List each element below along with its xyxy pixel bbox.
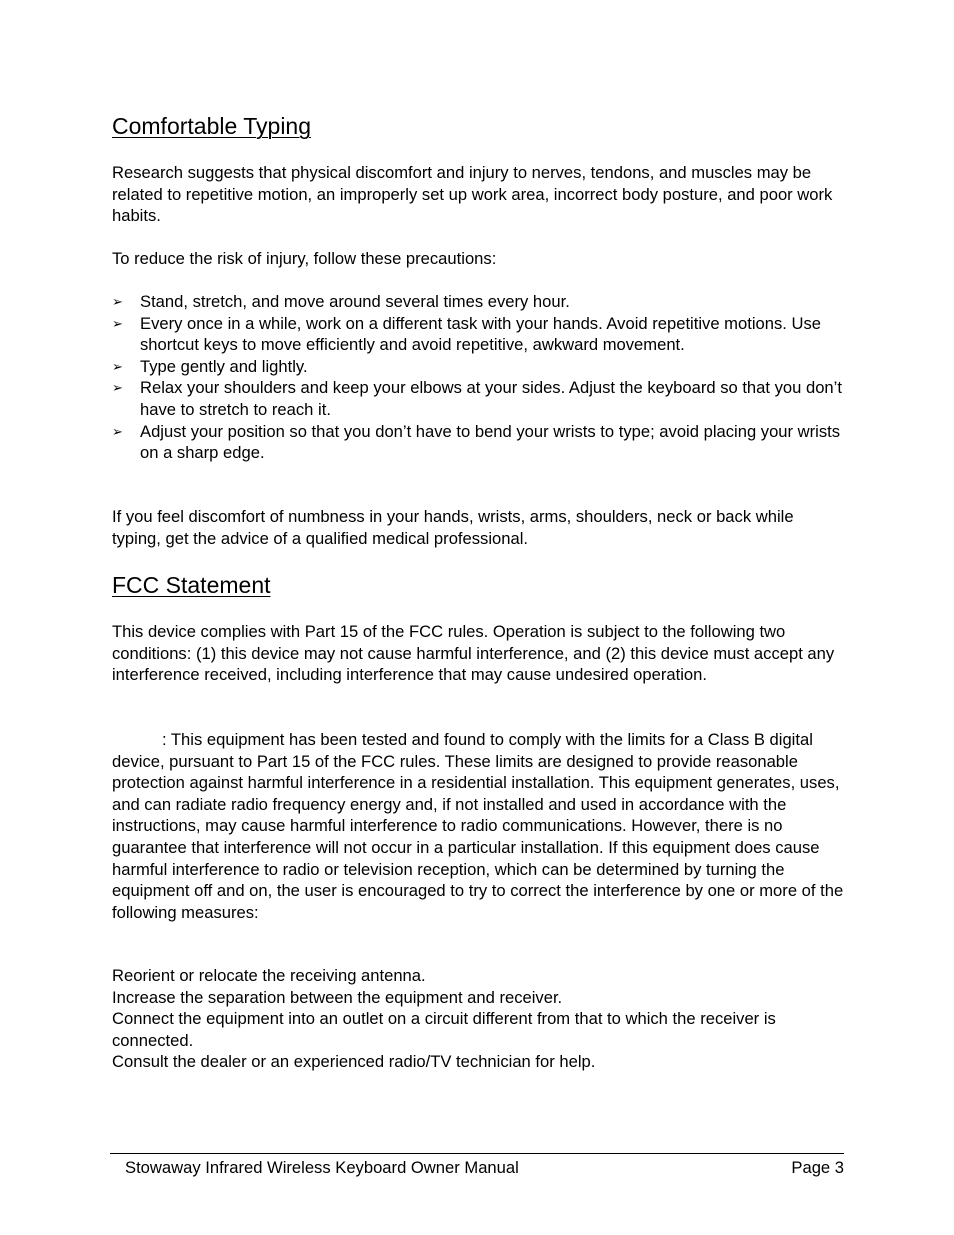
list-item bbox=[112, 377, 844, 420]
arrowhead-bullet-icon: ➢ bbox=[112, 423, 123, 439]
list-item bbox=[112, 313, 844, 356]
section1-body-3 bbox=[112, 506, 844, 549]
section2-body-2 bbox=[112, 729, 844, 923]
arrowhead-bullet-icon: ➢ bbox=[112, 358, 123, 374]
section2-body-1 bbox=[112, 621, 844, 686]
footer-page-number: Page 3 bbox=[791, 1158, 844, 1177]
list-item-text: Stand, stretch, and move around several times every hour. bbox=[140, 292, 570, 311]
section-fcc-statement bbox=[112, 571, 844, 599]
measure-line: Reorient or relocate the receiving antenna. bbox=[112, 966, 426, 985]
precautions-list bbox=[112, 291, 844, 464]
list-item bbox=[112, 291, 844, 313]
arrowhead-bullet-icon: ➢ bbox=[112, 380, 123, 396]
paragraph-discomfort-advice: If you feel discomfort of numbness in your hands, wrists, arms, shoulders, neck or back while typing, get the advice of a qualified medical professional. bbox=[112, 507, 794, 548]
section-heading-fcc-statement: FCC Statement bbox=[112, 572, 271, 598]
list-item bbox=[112, 356, 844, 378]
paragraph-precautions-intro: To reduce the risk of injury, follow these precautions: bbox=[112, 249, 497, 268]
measure-line: Increase the separation between the equipment and receiver. bbox=[112, 987, 563, 1007]
section1-body-2 bbox=[112, 248, 844, 270]
section1-body-1 bbox=[112, 162, 844, 227]
section-heading-comfortable-typing: Comfortable Typing bbox=[112, 113, 312, 139]
paragraph-fcc-compliance: This device complies with Part 15 of the FCC rules. Operation is subject to the following two conditions: (1) this device may not cause harmful interference, and (2) this device must accept any interference received, including interference that may cause undesired operation. bbox=[112, 622, 835, 685]
list-item-text: Type gently and lightly. bbox=[140, 356, 308, 376]
list-item-text: Relax your shoulders and keep your elbows at your sides. Adjust the keyboard so that you don’t have to stretch to reach it. bbox=[140, 378, 842, 419]
list-item-text: Adjust your position so that you don’t have to bend your wrists to type; avoid placing your wrists on a sharp edge. bbox=[140, 421, 841, 463]
arrowhead-bullet-icon: ➢ bbox=[112, 315, 123, 331]
measure-line: Consult the dealer or an experienced radio/TV technician for help. bbox=[112, 1052, 596, 1072]
arrowhead-bullet-icon: ➢ bbox=[112, 294, 123, 309]
paragraph-research: Research suggests that physical discomfort and injury to nerves, tendons, and muscles may be related to repetitive motion, an improperly set up work area, incorrect body posture, and poor work habits. bbox=[112, 163, 833, 226]
list-item-text: Every once in a while, work on a different task with your hands. Avoid repetitive motions. Use shortcut keys to move efficiently and avoid repetitive, awkward movement. bbox=[140, 313, 821, 355]
list-item bbox=[112, 421, 844, 464]
footer-document-title: Stowaway Infrared Wireless Keyboard Owner Manual bbox=[125, 1158, 519, 1177]
paragraph-fcc-note-text: : This equipment has been tested and found to comply with the limits for a Class B digital device, pursuant to Part 15 of the FCC rules. These limits are designed to provide reasonable protection against harmful interference in a residential installation. This equipment generates, uses, and can radiate radio frequency energy and, if not installed and used in accordance with the instructions, may cause harmful interference to radio communications. However, there is no guarantee that interference will not occur in a particular installation. If this equipment does cause harmful interference to radio or television reception, which can be determined by turning the equipment off and on, the user is encouraged to try to correct the interference by one or more of the following measures: bbox=[112, 730, 844, 922]
paragraph-fcc-note bbox=[112, 729, 844, 923]
page-footer bbox=[110, 1153, 844, 1178]
section2-measures bbox=[112, 965, 844, 1073]
section1-bullets bbox=[112, 291, 844, 464]
section-comfortable-typing bbox=[112, 112, 844, 140]
measure-line: Connect the equipment into an outlet on a circuit different from that to which the receiver is connected. bbox=[112, 1009, 776, 1050]
